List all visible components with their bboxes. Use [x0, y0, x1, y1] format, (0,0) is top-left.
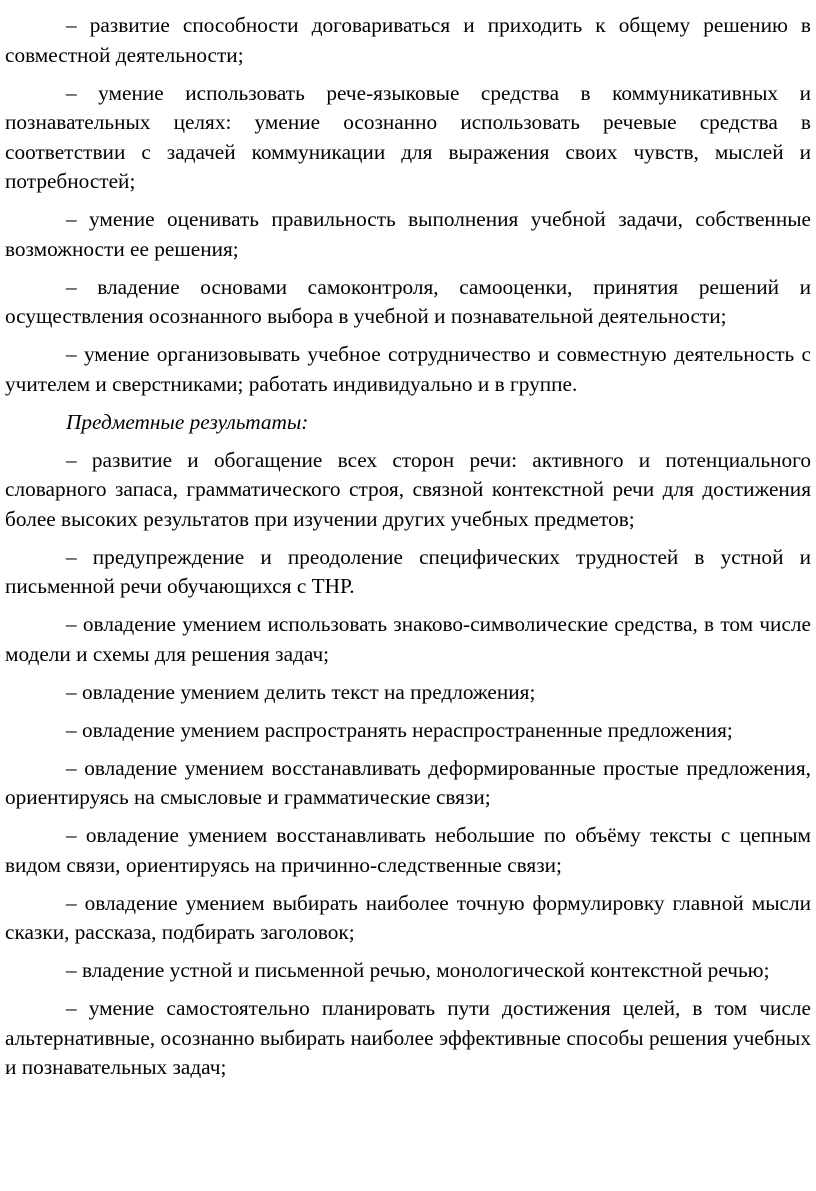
list-item: – умение оценивать правильность выполнения учебной задачи, собственные возможности ее решения; — [5, 207, 811, 261]
list-item: – овладение умением восстанавливать небольшие по объёму тексты с цепным видом связи, ориентируясь на причинно-следственные связи; — [5, 823, 811, 877]
list-item: – овладение умением выбирать наиболее точную формулировку главной мысли сказки, рассказа, подбирать заголовок; — [5, 890, 811, 944]
list-item: – умение использовать рече-языковые средства в коммуникативных и познавательных целях: умение осознанно использовать речевые средства в соответствии с задачей коммуникации для выражения своих чувств, мыслей и потребностей; — [5, 80, 811, 193]
list-item: – овладение умением распространять нераспространенные предложения; — [66, 717, 733, 742]
list-item: – умение организовывать учебное сотрудничество и совместную деятельность с учителем и сверстниками; работать индивидуально и в группе. — [5, 342, 811, 396]
list-item: – развитие и обогащение всех сторон речи: активного и потенциального словарного запаса, грамматического строя, связной контекстной речи для достижения более высоких результатов при изучении других учебных предметов; — [5, 447, 811, 531]
list-item: – овладение умением использовать знаково-символические средства, в том числе модели и схемы для решения задач; — [5, 612, 811, 666]
section-heading: Предметные результаты: — [66, 409, 309, 434]
list-item: – овладение умением делить текст на предложения; — [66, 679, 536, 704]
document-page — [5, 11, 811, 1091]
list-item: – развитие способности договариваться и приходить к общему решению в совместной деятельности; — [5, 13, 811, 67]
list-item: – умение самостоятельно планировать пути достижения целей, в том числе альтернативные, осознанно выбирать наиболее эффективные способы решения учебных и познавательных задач; — [5, 996, 811, 1079]
list-item: – овладение умением восстанавливать деформированные простые предложения, ориентируясь на смысловые и грамматические связи; — [5, 755, 811, 809]
list-item: – владение устной и письменной речью, монологической контекстной речью; — [66, 958, 770, 982]
list-item: – предупреждение и преодоление специфических трудностей в устной и письменной речи обучающихся с ТНР. — [5, 544, 811, 598]
list-item: – владение основами самоконтроля, самооценки, принятия решений и осуществления осознанного выбора в учебной и познавательной деятельности; — [5, 274, 811, 328]
